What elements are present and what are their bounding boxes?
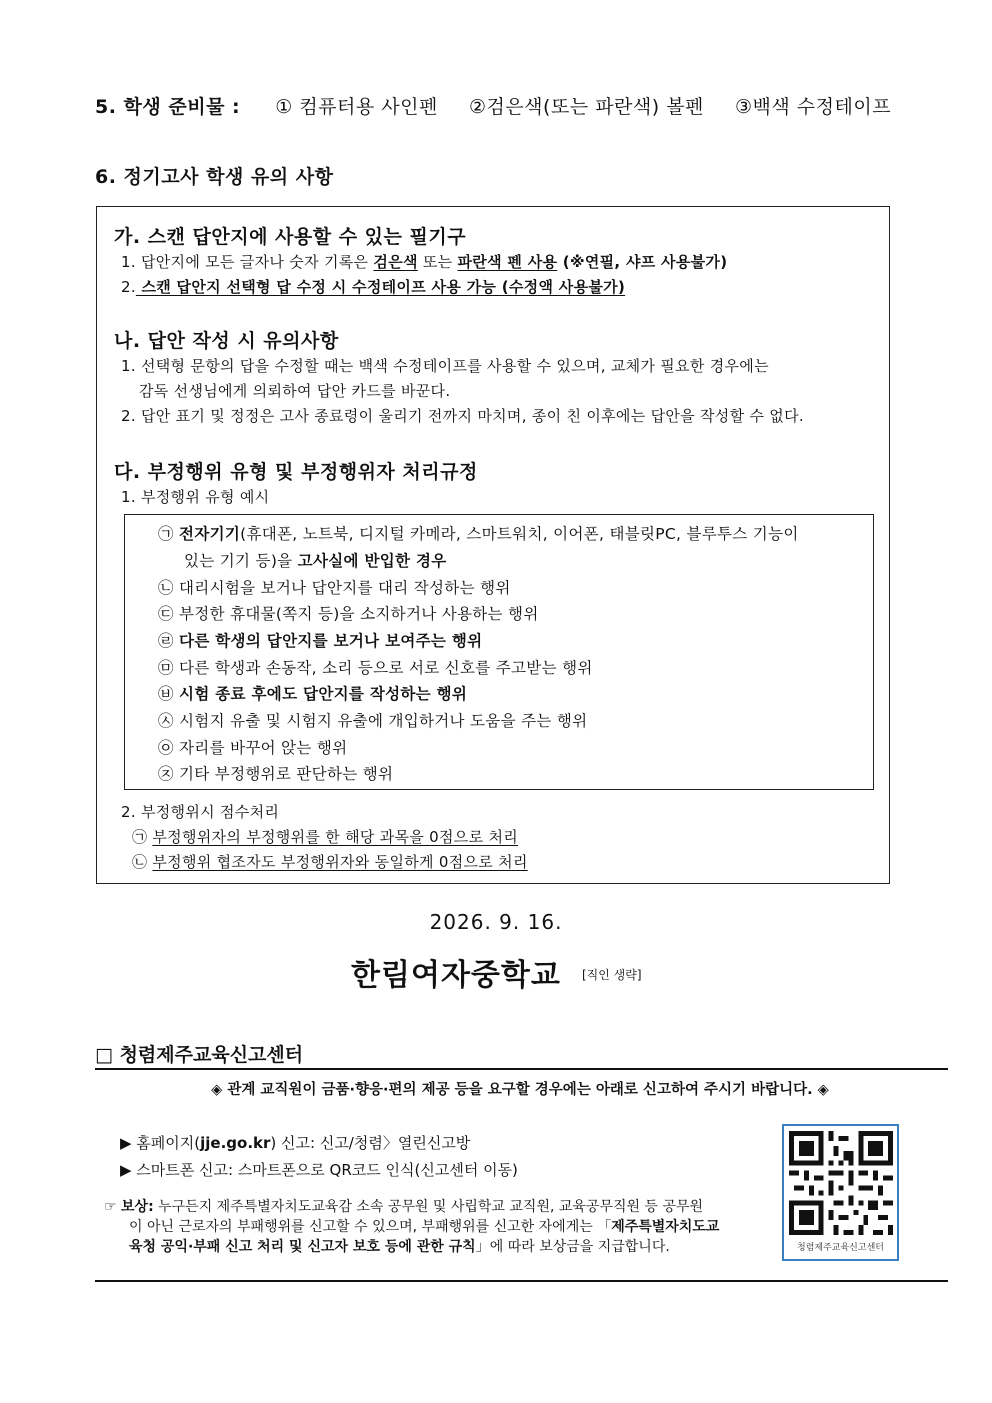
reward-line-1-text: 누구든지 제주특별자치도교육감 소속 공무원 및 사립학교 교직원, 교육공무직원 등 공무원 [153, 1199, 704, 1215]
report-center-title: □ 청렴제주교육신고센터 [95, 1044, 304, 1066]
penalty-2-mark: ㉡ [132, 853, 148, 871]
penalty-2-text: 부정행위 협조자도 부정행위자와 동일하게 0점으로 처리 [152, 853, 528, 871]
item-4-text: 다른 학생의 답안지를 보거나 보여주는 행위 [179, 632, 483, 650]
school-name: 한림여자중학교 [351, 958, 561, 993]
item-1-cont-bold: 고사실에 반입한 경우 [297, 552, 447, 570]
ga-line-1-c: 또는 [417, 253, 458, 271]
da-sub-2: 2. 부정행위시 점수처리 [121, 803, 280, 821]
subsection-na-title: 나. 답안 작성 시 유의사항 [114, 330, 339, 352]
homepage-suffix: ) 신고: 신고/청렴〉열린신고방 [270, 1134, 471, 1152]
na-line-2: 2. 답안 표기 및 정정은 고사 종료령이 울리기 전까지 마치며, 종이 친 이후에는 답안을 작성할 수 없다. [121, 407, 804, 425]
report-notice: ◈ 관계 교직원이 금품·향응·편의 제공 등을 요구할 경우에는 아래로 신고하여 주시기 바랍니다. ◈ [211, 1082, 829, 1098]
reward-line-2-b: 제주특별자치도교 [611, 1219, 720, 1235]
na-line-1: 1. 선택형 문항의 답을 수정할 때는 백색 수정테이프를 사용할 수 있으며, 교체가 필요한 경우에는 [121, 357, 769, 375]
qr-code-icon[interactable] [789, 1131, 893, 1235]
supply-item-2: ②검은색(또는 파란색) 볼펜 [468, 96, 704, 118]
subsection-ga-title: 가. 스캔 답안지에 사용할 수 있는 필기구 [114, 226, 467, 248]
ga-line-1-black: 검은색 [373, 253, 418, 271]
item-6-mark: ㉥ [158, 685, 174, 703]
subsection-da-title: 다. 부정행위 유형 및 부정행위자 처리규정 [114, 461, 478, 483]
penalty-1 [132, 826, 518, 847]
ga-line-2-text: 스캔 답안지 선택형 답 수정 시 수정테이프 사용 가능 (수정액 사용불가) [135, 278, 626, 296]
penalty-1-text: 부정행위자의 부정행위를 한 해당 과목을 0점으로 처리 [152, 828, 519, 846]
reward-line-3-a: 육청 공익·부패 신고 처리 및 신고자 보호 등에 관한 규칙 [129, 1239, 476, 1255]
na-line-1-cont: 감독 선생님에게 의뢰하여 답안 카드를 바꾼다. [139, 382, 451, 400]
divider-bottom [95, 1280, 948, 1282]
misconduct-item-2: ㉡ 대리시험을 보거나 답안지를 대리 작성하는 행위 [158, 579, 511, 597]
homepage-prefix: ▶ 홈페이지( [120, 1134, 201, 1152]
item-4-mark: ㉣ [158, 632, 174, 650]
reward-line-3 [129, 1236, 670, 1256]
homepage-link[interactable]: jje.go.kr [200, 1134, 271, 1152]
supply-item-3: ③백색 수정테이프 [735, 96, 892, 118]
misconduct-item-9: ㉨ 기타 부정행위로 판단하는 행위 [158, 765, 394, 783]
supply-item-1: ① 컴퓨터용 사인펜 [275, 96, 438, 118]
seal-omitted: [직인 생략] [582, 968, 642, 982]
item-1-bold: 전자기기 [179, 525, 241, 543]
penalty-2 [132, 851, 528, 872]
item-1-mark: ㉠ [158, 525, 174, 543]
section-6-heading: 6. 정기고사 학생 유의 사항 [95, 166, 334, 188]
misconduct-item-1-cont [184, 549, 447, 571]
ga-line-1-note: (※연필, 샤프 사용불가) [557, 253, 728, 271]
ga-line-2 [121, 276, 625, 297]
misconduct-item-6 [158, 682, 467, 704]
hand-pointer-icon: ☞ [104, 1199, 122, 1215]
reward-line-1 [104, 1196, 703, 1216]
item-1-rest: (휴대폰, 노트북, 디지털 카메라, 스마트워치, 이어폰, 태블릿PC, 블루투스 기능이 [240, 525, 799, 543]
misconduct-item-5: ㉤ 다른 학생과 손동작, 소리 등으로 서로 신호를 주고받는 행위 [158, 659, 593, 677]
penalty-1-mark: ㉠ [132, 828, 148, 846]
report-smartphone: ▶ 스마트폰 신고: 스마트폰으로 QR코드 인식(신고센터 이동) [120, 1161, 518, 1179]
divider-top [95, 1068, 948, 1070]
reward-label: 보상: [121, 1199, 154, 1215]
ga-line-1 [121, 251, 727, 272]
reward-line-2 [129, 1216, 719, 1236]
ga-line-1-a: 1. 답안지에 모든 글자나 숫자 기록은 [121, 253, 374, 271]
section-5-supplies [95, 92, 891, 119]
misconduct-item-7: ㉦ 시험지 유출 및 시험지 유출에 개입하거나 도움을 주는 행위 [158, 712, 588, 730]
misconduct-item-1 [158, 522, 799, 544]
reward-line-2-a: 이 아닌 근로자의 부패행위를 신고할 수 있으며, 부패행위를 신고한 자에게는 「 [129, 1219, 612, 1235]
ga-line-1-blue-pen: 파란색 펜 사용 [457, 253, 558, 271]
reward-line-3-b: 」에 따라 보상금을 지급합니다. [475, 1239, 670, 1255]
misconduct-item-4 [158, 629, 482, 651]
ga-line-2-num: 2. [121, 278, 136, 296]
issue-date: 2026. 9. 16. [429, 910, 563, 934]
item-6-text: 시험 종료 후에도 답안지를 작성하는 행위 [179, 685, 468, 703]
item-1-cont-text: 있는 기기 등)을 [184, 552, 298, 570]
misconduct-item-8: ㉧ 자리를 바꾸어 앉는 행위 [158, 739, 348, 757]
misconduct-item-3: ㉢ 부정한 휴대물(쪽지 등)을 소지하거나 사용하는 행위 [158, 605, 539, 623]
section-5-heading: 5. 학생 준비물 : [95, 96, 241, 118]
da-sub-1: 1. 부정행위 유형 예시 [121, 488, 270, 506]
qr-caption: 청렴제주교육신고센터 [797, 1243, 884, 1253]
report-homepage [120, 1132, 470, 1153]
